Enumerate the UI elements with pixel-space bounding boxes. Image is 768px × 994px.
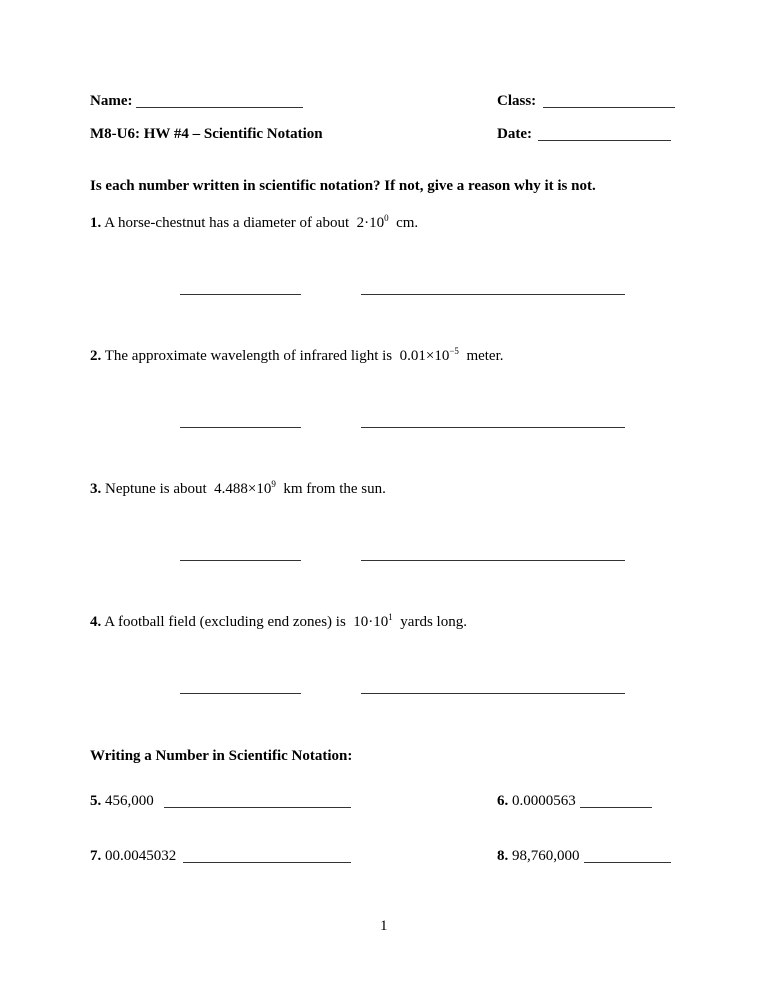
class-label: Class:	[497, 93, 537, 109]
question-5	[90, 792, 154, 810]
answer-line-6[interactable]	[580, 807, 652, 808]
question-text: A football field (excluding end zones) is	[104, 614, 346, 630]
answer-reason-line-2[interactable]	[361, 427, 625, 428]
question-7	[90, 847, 176, 865]
class-field[interactable]	[543, 107, 675, 108]
name-field[interactable]	[136, 107, 303, 108]
question-text-end: meter.	[466, 348, 504, 364]
date-field[interactable]	[538, 140, 671, 141]
name-label: Name:	[90, 93, 133, 109]
worksheet-title: M8-U6: HW #4 – Scientific Notation	[90, 126, 323, 142]
question-1	[90, 214, 418, 232]
question-number: 1.	[90, 215, 102, 231]
question-value: 456,000	[105, 793, 154, 809]
answer-yes-no-line-4[interactable]	[180, 693, 301, 694]
answer-line-8[interactable]	[584, 862, 672, 863]
math-expression: $4.488\times 10^9$	[214, 479, 276, 497]
question-value: 0.0000563	[512, 793, 576, 809]
question-text-end: cm.	[396, 215, 419, 231]
question-text: A horse-chestnut has a diameter of about	[104, 215, 350, 231]
section1-instruction: Is each number written in scientific notation? If not, give a reason why it is not.	[90, 178, 596, 194]
question-text: The approximate wavelength of infrared light is	[104, 348, 393, 364]
question-number: 3.	[90, 481, 102, 497]
question-8	[497, 847, 580, 865]
answer-yes-no-line-3[interactable]	[180, 560, 301, 561]
section2-heading: Writing a Number in Scientific Notation:	[90, 748, 353, 764]
answer-line-7[interactable]	[183, 862, 351, 863]
math-expression: $2\cdot 10^0$	[356, 213, 389, 231]
question-text-end: km from the sun.	[283, 481, 386, 497]
math-expression: $10\cdot 10^1$	[353, 612, 393, 630]
question-value: 00.0045032	[105, 848, 177, 864]
question-6	[497, 792, 576, 810]
question-value: 98,760,000	[512, 848, 580, 864]
question-number: 6.	[497, 793, 509, 809]
answer-reason-line-3[interactable]	[361, 560, 625, 561]
page-number: 1	[380, 918, 388, 934]
question-number: 7.	[90, 848, 102, 864]
answer-line-5[interactable]	[164, 807, 351, 808]
answer-yes-no-line-2[interactable]	[180, 427, 301, 428]
question-number: 8.	[497, 848, 509, 864]
question-number: 2.	[90, 348, 102, 364]
math-expression: $0.01\times 10^{-5}$	[399, 346, 459, 364]
answer-reason-line-4[interactable]	[361, 693, 625, 694]
question-number: 5.	[90, 793, 102, 809]
question-4	[90, 613, 467, 631]
answer-reason-line-1[interactable]	[361, 294, 625, 295]
question-3	[90, 480, 386, 498]
question-number: 4.	[90, 614, 102, 630]
question-text: Neptune is about	[105, 481, 207, 497]
date-label: Date:	[497, 126, 532, 142]
question-2	[90, 347, 504, 365]
answer-yes-no-line-1[interactable]	[180, 294, 301, 295]
question-text-end: yards long.	[400, 614, 467, 630]
